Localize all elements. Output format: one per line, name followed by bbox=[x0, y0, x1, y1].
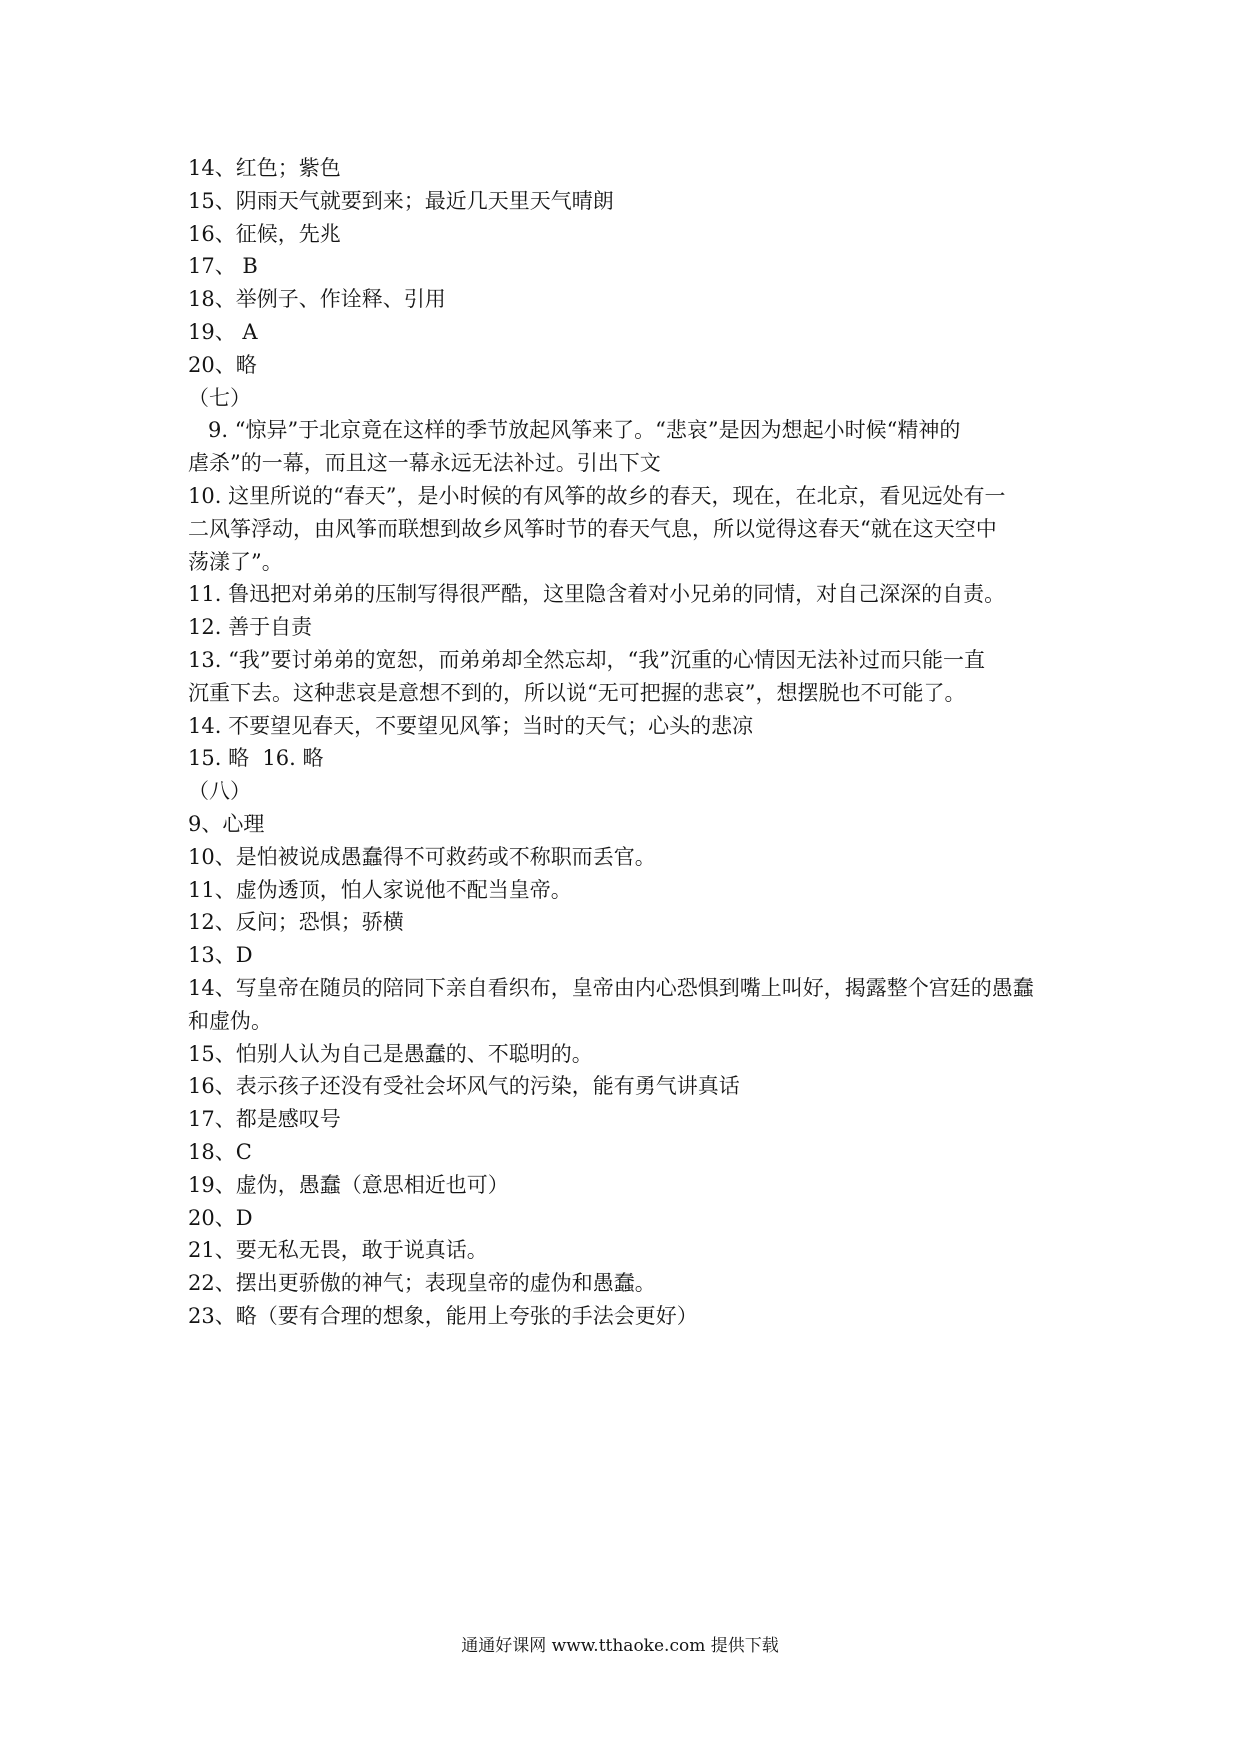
answer-line: 21、要无私无畏，敢于说真话。 bbox=[188, 1238, 488, 1263]
answer-line: 17、都是感叹号 bbox=[188, 1107, 341, 1132]
answer-line: 18、C bbox=[188, 1139, 252, 1164]
answer-line: 11. 鲁迅把对弟弟的压制写得很严酷，这里隐含着对小兄弟的同情，对自己深深的自责。 bbox=[188, 582, 1006, 607]
answer-line: 和虚伪。 bbox=[188, 1008, 272, 1033]
answer-line: 9. “惊异”于北京竟在这样的季节放起风筝来了。“悲哀”是因为想起小时候“精神的 bbox=[208, 418, 961, 443]
answer-line: 17、 B bbox=[188, 254, 258, 279]
answer-line: 二风筝浮动，由风筝而联想到故乡风筝时节的春天气息，所以觉得这春天“就在这天空中 bbox=[188, 516, 997, 541]
answer-line: 14、红色；紫色 bbox=[188, 156, 341, 180]
answer-line: 10. 这里所说的“春天”，是小时候的有风筝的故乡的春天，现在，在北京，看见远处有一 bbox=[188, 483, 1006, 508]
answer-line: 16、表示孩子还没有受社会坏风气的污染，能有勇气讲真话 bbox=[188, 1074, 740, 1099]
answer-line: 18、举例子、作诠释、引用 bbox=[188, 287, 446, 312]
answer-line: 14. 不要望见春天，不要望见风筝；当时的天气；心头的悲凉 bbox=[188, 713, 754, 738]
page-footer: 通通好课网 www.tthaoke.com 提供下载 bbox=[461, 1636, 779, 1656]
answer-line: 12、反问；恐惧；骄横 bbox=[188, 910, 404, 935]
answer-line: 19、虚伪，愚蠢（意思相近也可） bbox=[188, 1172, 509, 1197]
section-heading: （七） bbox=[188, 385, 251, 410]
answer-line: 15、阴雨天气就要到来；最近几天里天气晴朗 bbox=[188, 188, 614, 213]
answer-line: 20、略 bbox=[188, 352, 257, 377]
section-heading: （八） bbox=[188, 779, 251, 804]
answer-line: 13. “我”要讨弟弟的宽恕，而弟弟却全然忘却，“我”沉重的心情因无法补过而只能一直 bbox=[188, 647, 986, 672]
answer-line: 12. 善于自责 bbox=[188, 615, 313, 640]
answer-line: 虐杀”的一幕，而且这一幕永远无法补过。引出下文 bbox=[188, 451, 661, 476]
answer-line: 13、D bbox=[188, 943, 253, 968]
answer-line: 荡漾了”。 bbox=[188, 549, 283, 574]
answer-line: 10、是怕被说成愚蠢得不可救药或不称职而丢官。 bbox=[188, 844, 656, 869]
answer-line: 15、怕别人认为自己是愚蠢的、不聪明的。 bbox=[188, 1041, 593, 1066]
answer-line: 15. 略 16. 略 bbox=[188, 746, 324, 771]
answer-key-body bbox=[188, 152, 1068, 1333]
answer-line: 16、征候，先兆 bbox=[188, 221, 341, 246]
answer-line: 19、 A bbox=[188, 319, 258, 344]
answer-line: 23、略（要有合理的想象，能用上夸张的手法会更好） bbox=[188, 1303, 698, 1328]
answer-line: 沉重下去。这种悲哀是意想不到的，所以说“无可把握的悲哀”，想摆脱也不可能了。 bbox=[188, 680, 966, 705]
answer-line: 14、写皇帝在随员的陪同下亲自看织布，皇帝由内心恐惧到嘴上叫好，揭露整个宫廷的愚蠢 bbox=[188, 975, 1034, 1000]
answer-line: 9、心理 bbox=[188, 811, 265, 836]
answer-line: 11、虚伪透顶，怕人家说他不配当皇帝。 bbox=[188, 877, 572, 902]
answer-line: 22、摆出更骄傲的神气；表现皇帝的虚伪和愚蠢。 bbox=[188, 1271, 656, 1296]
answer-line: 20、D bbox=[188, 1205, 253, 1230]
